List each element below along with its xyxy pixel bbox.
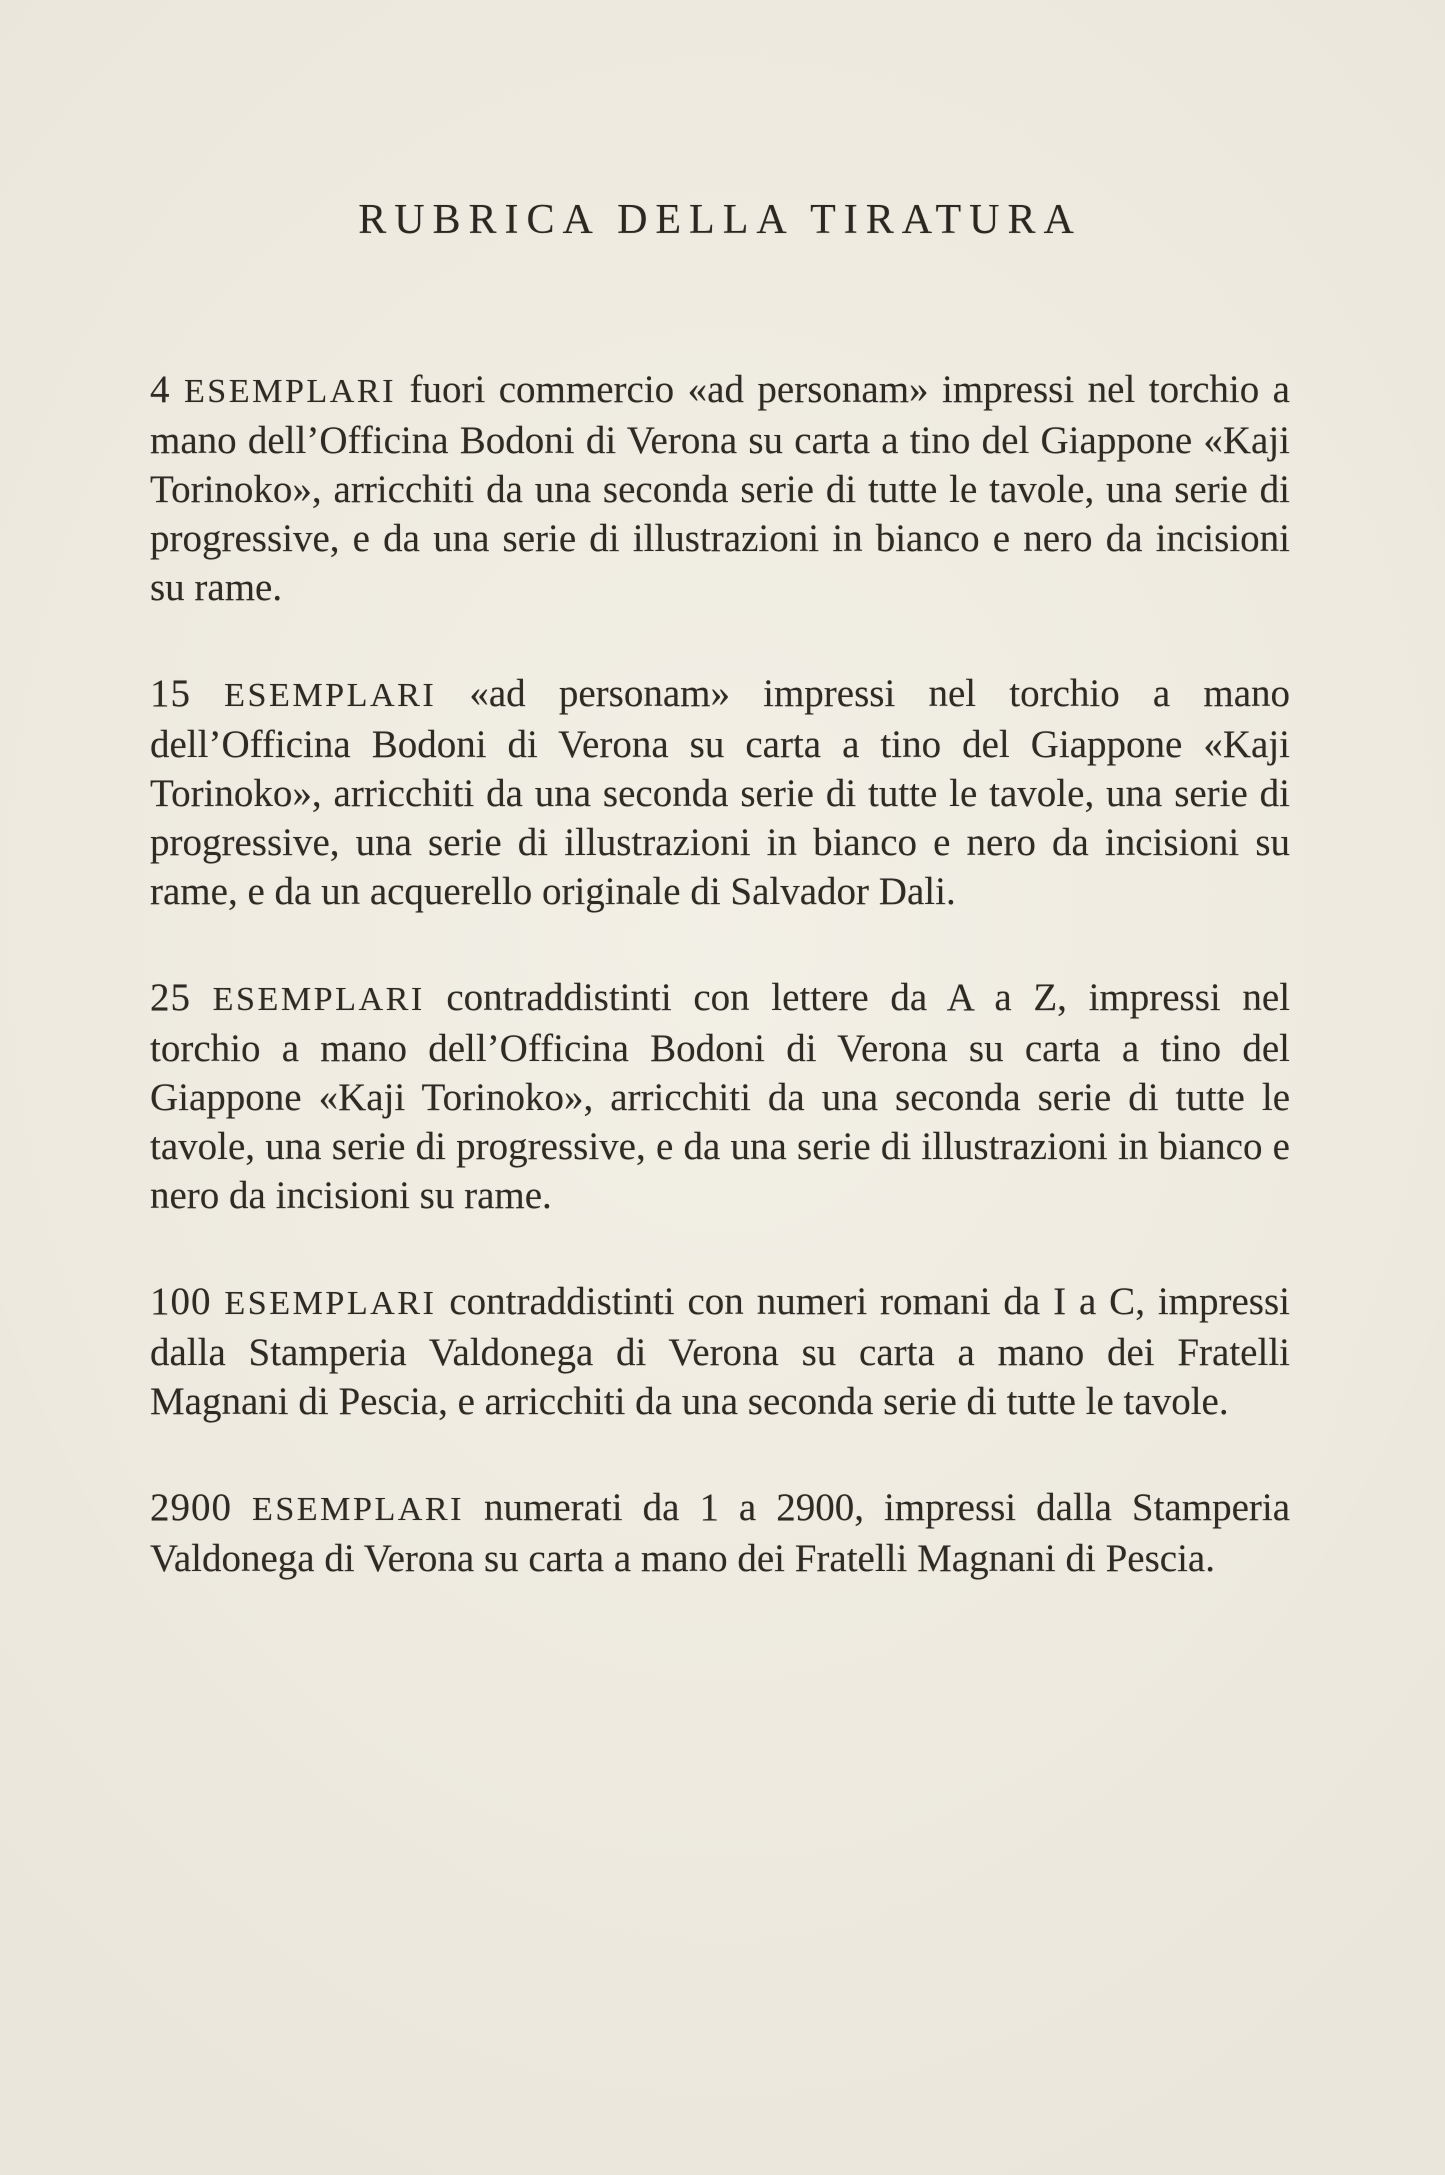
edition-text: «ad personam» impressi nel torchio a mano dell’Officina Bodoni di Verona su carta a tino del Giappone «Kaji Torinoko», arricchiti da una seconda serie di tutte le tavole, una serie di progressive, una serie di illustrazioni in bianco e nero da incisioni su rame, e da un acquerello originale di Salvador Dali. — [150, 672, 1291, 914]
edition-label: ESEMPLARI — [224, 1285, 437, 1323]
edition-paragraph — [150, 1277, 1290, 1426]
edition-count: 15 — [150, 672, 191, 716]
edition-paragraph — [150, 1483, 1290, 1583]
edition-count: 25 — [150, 976, 191, 1020]
edition-text: numerati da 1 a 2900, impressi dalla Stamperia Valdonega di Verona su carta a mano dei Fratelli Magnani di Pescia. — [150, 1486, 1291, 1581]
edition-paragraph — [150, 669, 1290, 916]
edition-paragraph — [150, 365, 1290, 612]
page-title: RUBRICA DELLA TIRATURA — [358, 197, 1082, 243]
edition-label: ESEMPLARI — [183, 373, 396, 411]
edition-label: ESEMPLARI — [212, 981, 425, 1019]
edition-text: fuori commercio «ad personam» impressi nel torchio a mano dell’Officina Bodoni di Verona su carta a tino del Giappone «Kaji Torinoko», arricchiti da una seconda serie di tutte le tavole, una serie di progressive, e da una serie di illustrazioni in bianco e nero da incisioni su rame. — [150, 368, 1290, 610]
edition-count: 4 — [150, 368, 171, 412]
edition-text: contraddistinti con lettere da A a Z, impressi nel torchio a mano dell’Officina Bodoni di Verona su carta a tino del Giappone «Kaji Torinoko», arricchiti da una seconda serie di tutte le tavole, una serie di progressive, e da una serie di illustrazioni in bianco e nero da incisioni su rame. — [150, 976, 1291, 1218]
edition-count: 2900 — [150, 1486, 232, 1530]
edition-label: ESEMPLARI — [224, 677, 437, 715]
edition-paragraph — [150, 973, 1290, 1220]
edition-label: ESEMPLARI — [252, 1491, 465, 1529]
edition-text: contraddistinti con numeri romani da I a C, impressi dalla Stamperia Valdonega di Verona su carta a mano dei Fratelli Magnani di Pescia, e arricchiti da una seconda serie di tutte le tavole. — [150, 1280, 1290, 1424]
book-page — [150, 0, 1290, 1583]
colophon-text — [150, 365, 1290, 1583]
edition-count: 100 — [150, 1280, 212, 1324]
